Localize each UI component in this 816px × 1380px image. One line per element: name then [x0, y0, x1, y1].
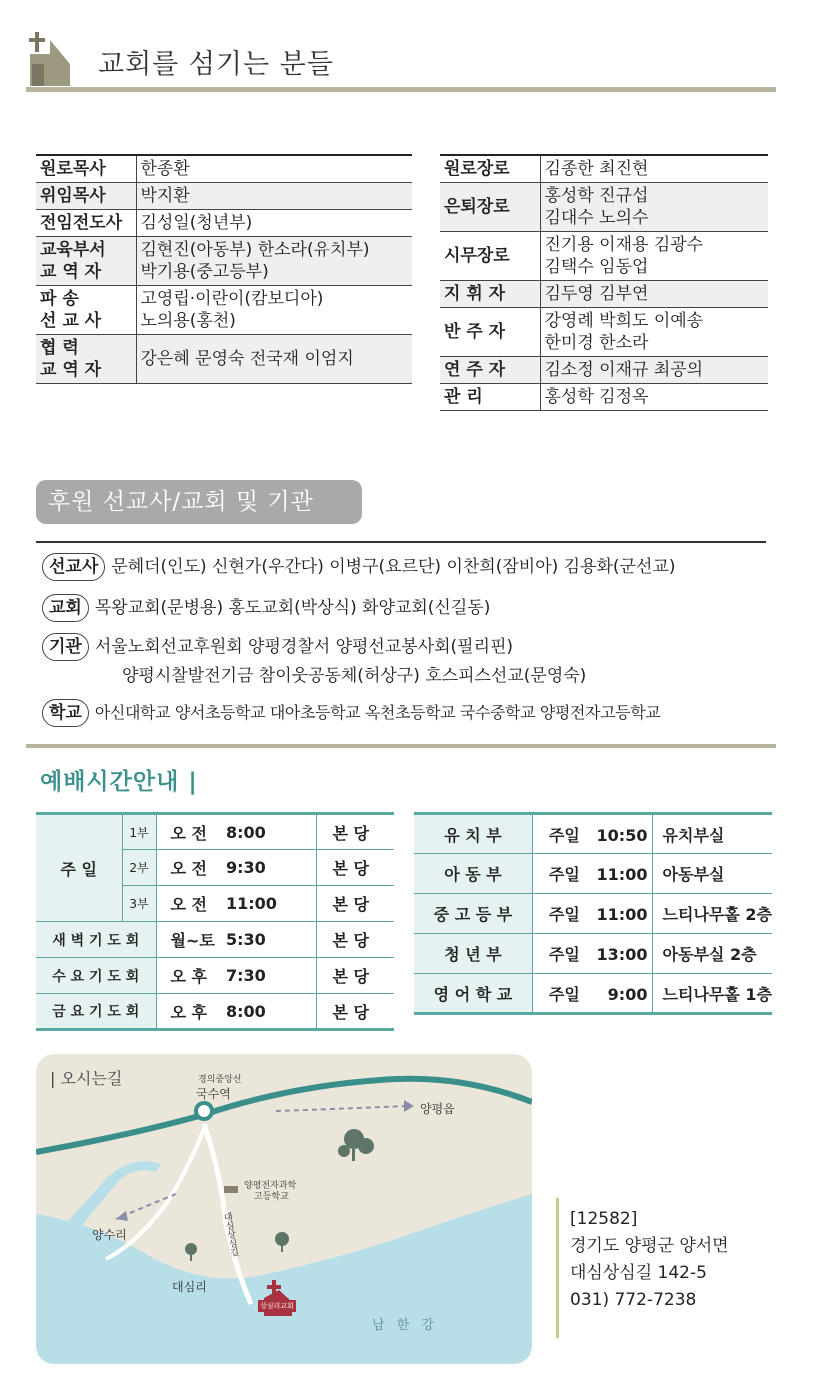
service-ampm: 오 후 [156, 958, 226, 994]
department-time: 주일 13:00 [532, 934, 652, 974]
names-cell [540, 183, 768, 232]
service-time: 9:30 [226, 850, 316, 886]
service-place: 본 당 [316, 886, 394, 922]
service-time: 11:00 [226, 886, 316, 922]
names-line: 김택수 임동업 [544, 257, 649, 277]
header-underline [26, 87, 776, 92]
department-time: 주일 9:00 [532, 974, 652, 1014]
department-label: 청 년 부 [414, 934, 532, 974]
station-icon [196, 1103, 212, 1119]
service-place: 본 당 [316, 958, 394, 994]
service-ampm: 월~토 [156, 922, 226, 958]
support-text: 서울노회선교후원회 양평경찰서 양평선교봉사회(필리핀) [94, 637, 514, 657]
service-number: 3부 [122, 886, 156, 922]
worship-row [414, 974, 772, 1014]
service-ampm: 오 전 [156, 850, 226, 886]
role-label: 지 휘 자 [440, 281, 540, 308]
role-line: 선 교 사 [40, 311, 102, 331]
staff-row [36, 155, 412, 183]
service-time: 7:30 [226, 958, 316, 994]
map-title: | 오시는길 [50, 1069, 123, 1088]
service-place: 본 당 [316, 850, 394, 886]
church-address [570, 1206, 729, 1314]
names-line: 김현진(아동부) 한소라(유치부) [140, 240, 370, 260]
role-label [36, 335, 136, 384]
church-map-label: 상심리교회 [260, 1302, 294, 1310]
service-time: 8:00 [226, 994, 316, 1030]
names-cell: 김성일(청년부) [136, 210, 412, 237]
staff-row [36, 183, 412, 210]
role-line: 교 역 자 [40, 360, 102, 380]
department-label: 유 치 부 [414, 814, 532, 854]
section-divider [26, 744, 776, 748]
service-label: 새 벽 기 도 회 [36, 922, 156, 958]
role-line: 파 송 [40, 289, 79, 309]
service-place: 본 당 [316, 922, 394, 958]
department-time: 주일 11:00 [532, 854, 652, 894]
arrow-head-icon [404, 1100, 414, 1112]
worship-title: 예배시간안내 | [40, 769, 198, 795]
staff-row [440, 232, 768, 281]
railway-label: 경의중앙선 [198, 1075, 242, 1085]
staff-table-right [440, 154, 768, 411]
postcode: [12582] [570, 1209, 638, 1229]
service-number: 1부 [122, 814, 156, 850]
village-label: 대심리 [172, 1280, 207, 1294]
support-text: 문혜더(인도) 신현가(우간다) 이병구(요르단) 이찬희(잠비아) 김용화(군선교) [111, 557, 676, 577]
worship-table-main [36, 812, 394, 1031]
support-text: 목왕교회(문병용) 홍도교회(박상식) 화양교회(신길동) [94, 598, 491, 618]
station-label: 국수역 [196, 1087, 231, 1101]
place-label: 양수리 [92, 1228, 127, 1242]
names-line: 고영립·이란이(캄보디아) [140, 289, 324, 309]
role-line: 협 력 [40, 338, 79, 358]
names-cell [136, 237, 412, 286]
worship-row [414, 854, 772, 894]
support-divider [36, 541, 766, 543]
worship-row [36, 922, 394, 958]
role-label: 은퇴장로 [440, 183, 540, 232]
school-icon [224, 1186, 238, 1193]
role-label: 원로장로 [440, 155, 540, 183]
service-label: 금 요 기 도 회 [36, 994, 156, 1030]
names-line: 한미경 한소라 [544, 333, 649, 353]
support-title: 후원 선교사/교회 및 기관 [36, 480, 362, 524]
role-line: 교육부서 [40, 240, 106, 260]
service-ampm: 오 후 [156, 994, 226, 1030]
staff-row [36, 210, 412, 237]
address-accent-bar [556, 1198, 559, 1338]
staff-row [36, 237, 412, 286]
road-label: 대심상심길 [221, 1211, 239, 1258]
route-arrow-right [276, 1106, 406, 1111]
staff-row [440, 357, 768, 384]
staff-row [440, 183, 768, 232]
service-number: 2부 [122, 850, 156, 886]
worship-row [36, 814, 394, 850]
service-time: 5:30 [226, 922, 316, 958]
department-place: 아동부실 2층 [652, 934, 772, 974]
role-label: 반 주 자 [440, 308, 540, 357]
service-ampm: 오 전 [156, 814, 226, 850]
missionary-badge: 선교사 [42, 553, 105, 581]
department-place: 유치부실 [652, 814, 772, 854]
role-label: 관 리 [440, 384, 540, 411]
role-label: 시무장로 [440, 232, 540, 281]
names-cell [136, 286, 412, 335]
address-line: 대심상심길 142-5 [570, 1263, 707, 1283]
department-place: 느티나무홀 2층 [652, 894, 772, 934]
map-graphic [36, 1054, 532, 1364]
service-place: 본 당 [316, 814, 394, 850]
staff-row [36, 286, 412, 335]
department-time: 주일 10:50 [532, 814, 652, 854]
support-row-missionaries [42, 552, 675, 581]
service-place: 본 당 [316, 994, 394, 1030]
school-badge: 학교 [42, 699, 89, 727]
support-row-churches [42, 593, 490, 622]
names-cell: 김두영 김부연 [540, 281, 768, 308]
page-title: 교회를 섬기는 분들 [98, 49, 334, 80]
names-line: 노의용(홍천) [140, 311, 236, 331]
worship-table-departments [414, 812, 772, 1015]
worship-row [414, 894, 772, 934]
department-time: 주일 11:00 [532, 894, 652, 934]
names-cell [540, 232, 768, 281]
service-ampm: 오 전 [156, 886, 226, 922]
railway-line [36, 1079, 532, 1152]
directions-map [36, 1054, 532, 1364]
department-label: 아 동 부 [414, 854, 532, 894]
staff-row [440, 384, 768, 411]
names-cell: 홍성학 김정옥 [540, 384, 768, 411]
section-header [26, 28, 776, 92]
role-label: 연 주 자 [440, 357, 540, 384]
organization-badge: 기관 [42, 633, 89, 661]
arrow-head-icon [116, 1211, 128, 1221]
names-line: 박기용(중고등부) [140, 262, 269, 282]
staff-row [440, 308, 768, 357]
names-line: 홍성학 진규섭 [544, 186, 649, 206]
river-area [36, 1194, 532, 1364]
worship-row [36, 958, 394, 994]
staff-row [440, 155, 768, 183]
church-badge: 교회 [42, 594, 89, 622]
church-icon [26, 30, 86, 90]
names-cell: 김종한 최진현 [540, 155, 768, 183]
worship-row [414, 934, 772, 974]
names-line: 진기용 이재용 김광수 [544, 235, 704, 255]
department-place: 느티나무홀 1층 [652, 974, 772, 1014]
river-label: 남 한 강 [372, 1318, 438, 1333]
tree-icon [185, 1243, 197, 1261]
support-row-organizations [42, 632, 586, 686]
support-text: 아신대학교 양서초등학교 대아초등학교 옥천초등학교 국수중학교 양평전자고등학교 [94, 703, 661, 722]
role-label [36, 286, 136, 335]
sunday-label: 주 일 [36, 814, 122, 922]
worship-row [36, 994, 394, 1030]
names-cell: 박지환 [136, 183, 412, 210]
worship-row [414, 814, 772, 854]
names-line: 강영례 박희도 이예송 [544, 311, 704, 331]
role-label: 원로목사 [36, 155, 136, 183]
names-cell: 강은혜 문영숙 전국재 이엄지 [136, 335, 412, 384]
names-cell: 김소정 이재규 최공의 [540, 357, 768, 384]
names-cell [540, 308, 768, 357]
role-label [36, 237, 136, 286]
support-row-schools [42, 699, 660, 727]
role-line: 교 역 자 [40, 262, 102, 282]
names-line: 김대수 노의수 [544, 208, 649, 228]
phone-number: 031) 772-7238 [570, 1290, 697, 1310]
department-label: 영 어 학 교 [414, 974, 532, 1014]
address-line: 경기도 양평군 양서면 [570, 1236, 729, 1256]
town-label: 양평읍 [420, 1102, 455, 1116]
tree-icon [275, 1232, 289, 1252]
tree-icon [338, 1129, 374, 1161]
role-label: 전임전도사 [36, 210, 136, 237]
service-time: 8:00 [226, 814, 316, 850]
staff-table-left [36, 154, 412, 384]
school-label-line: 양평전자과학 [244, 1181, 297, 1191]
staff-row [36, 335, 412, 384]
school-label-line: 고등학교 [254, 1192, 289, 1202]
role-label: 위임목사 [36, 183, 136, 210]
department-place: 아동부실 [652, 854, 772, 894]
department-label: 중 고 등 부 [414, 894, 532, 934]
names-cell: 한종환 [136, 155, 412, 183]
service-label: 수 요 기 도 회 [36, 958, 156, 994]
school-label [244, 1181, 296, 1203]
support-text: 양평시찰발전기금 참이웃공동체(허상구) 호스피스선교(문영숙) [122, 666, 587, 686]
staff-row [440, 281, 768, 308]
